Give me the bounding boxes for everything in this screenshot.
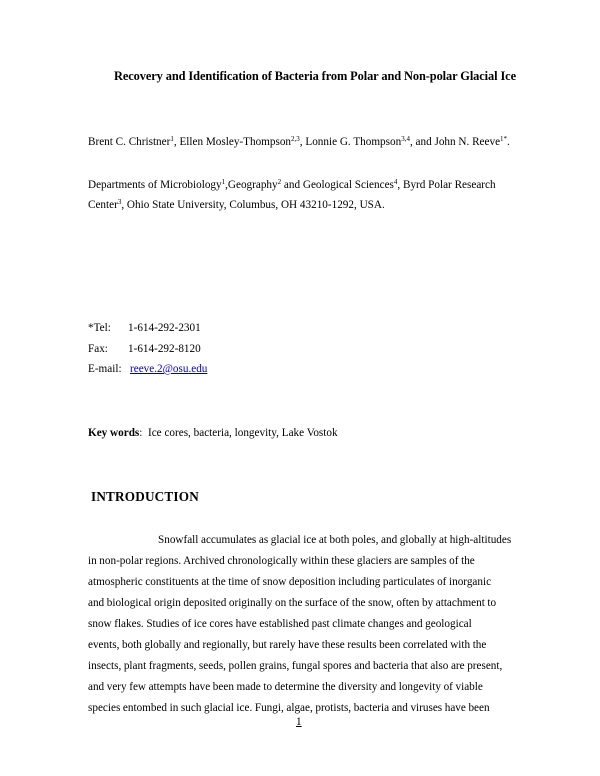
paragraph-line: species entombed in such glacial ice. Fungi, algae, protists, bacteria and viruses have been	[88, 702, 490, 714]
author-name: Brent C. Christner	[88, 136, 171, 148]
contact-email	[88, 363, 207, 375]
author-name: John N. Reeve	[434, 136, 501, 148]
paragraph-line: insects, plant fragments, seeds, pollen grains, fungal spores and bacteria that also are present,	[88, 660, 503, 672]
paragraph-line: and biological origin deposited originally on the surface of the snow, often by attachment to	[88, 597, 497, 609]
paragraph-line: in non-polar regions. Archived chronologically within these glaciers are samples of the	[88, 555, 475, 567]
page-number: 1	[296, 716, 302, 728]
email-label: E-mail:	[88, 363, 122, 375]
fax-value: 1-614-292-8120	[128, 343, 201, 355]
affiliation-line-2: Center$^3$, Ohio State University, Columbus, OH 43210-1292, USA.	[88, 198, 385, 211]
author-affiliation-mark: 2,3	[291, 135, 300, 143]
email-link[interactable]: reeve.2@osu.edu	[130, 363, 208, 375]
fax-label: Fax:	[88, 343, 108, 355]
paragraph-line: snow flakes. Studies of ice cores have established past climate changes and geological	[88, 618, 472, 630]
author-affiliation-mark: 1	[170, 135, 174, 143]
author-affiliation-mark: 1*	[500, 135, 508, 143]
contact-tel	[88, 322, 201, 334]
tel-label: *Tel:	[88, 322, 111, 334]
contact-fax	[88, 343, 201, 355]
keywords: Key words: Ice cores, bacteria, longevity, Lake Vostok	[88, 427, 338, 439]
affiliation-line-1: Departments of Microbiology$^1$,Geography$^2$ and Geological Sciences$^4$, Byrd Polar Research	[88, 178, 496, 191]
paragraph-line: events, both globally and regionally, but rarely have these results been correlated with the	[88, 639, 487, 651]
keywords-text: Ice cores, bacteria, longevity, Lake Vostok	[147, 427, 338, 439]
author-list: Brent C. Christner$^1$, Ellen Mosley-Thompson$^{2,3}$, Lonnie G. Thompson$^{3,4}$, and John N. Reeve$^{1*}$.	[88, 135, 510, 148]
section-heading-introduction: INTRODUCTION	[91, 489, 199, 504]
tel-value: 1-614-292-2301	[128, 322, 201, 334]
paragraph-line: atmospheric constituents at the time of snow deposition including particulates of inorganic	[88, 576, 492, 588]
paragraph-line: Snowfall accumulates as glacial ice at both poles, and globally at high-altitudes	[158, 534, 512, 546]
author-name: Ellen Mosley-Thompson	[179, 136, 292, 148]
paper-title: Recovery and Identification of Bacteria from Polar and Non-polar Glacial Ice	[114, 69, 516, 83]
paragraph-line: and very few attempts have been made to determine the diversity and longevity of viable	[88, 681, 483, 693]
author-affiliation-mark: 3,4	[401, 135, 410, 143]
keywords-label: Key words	[88, 427, 140, 439]
author-name: Lonnie G. Thompson	[305, 136, 402, 148]
